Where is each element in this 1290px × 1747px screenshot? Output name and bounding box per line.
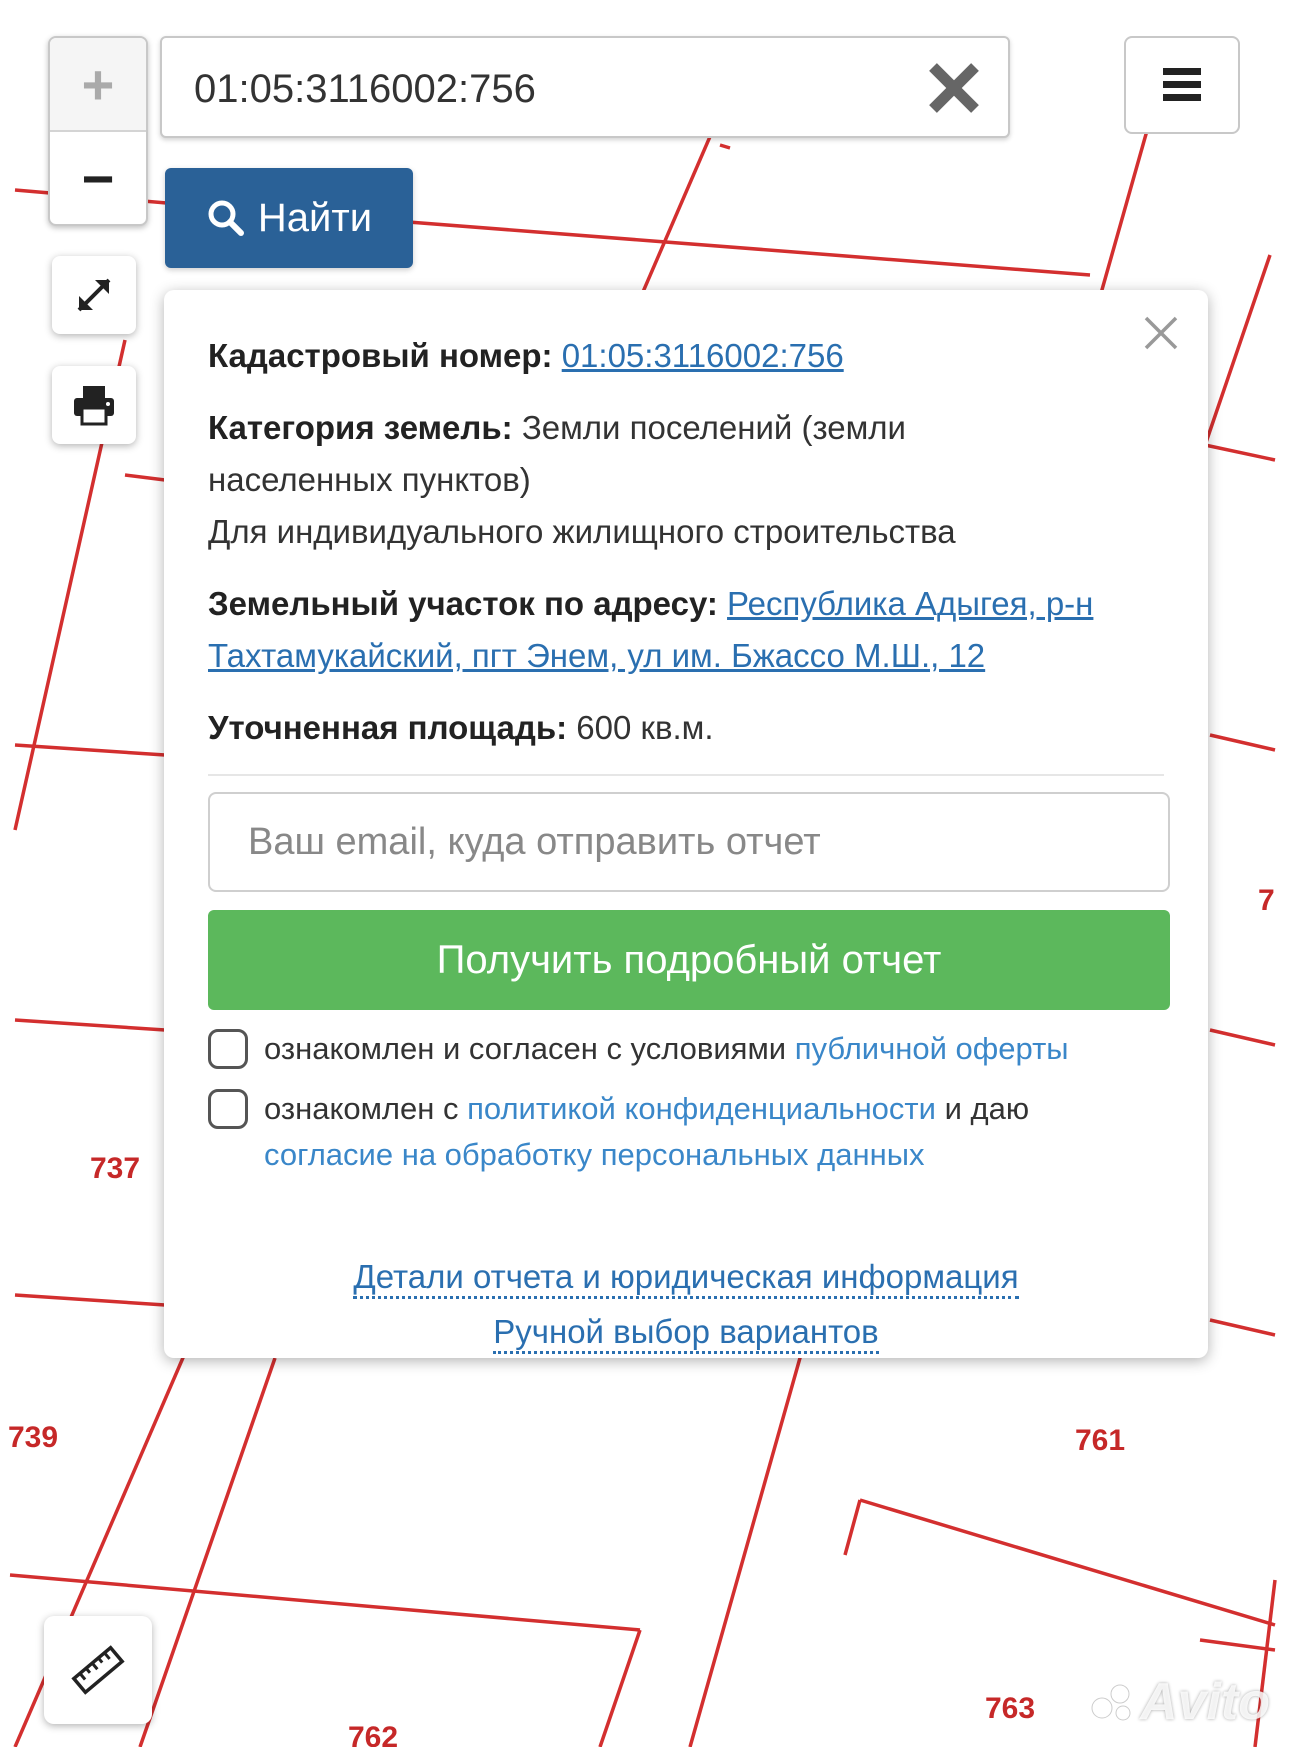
privacy-consent-checkbox[interactable] — [208, 1089, 248, 1129]
close-icon — [925, 59, 983, 117]
print-icon — [71, 382, 117, 428]
offer-consent-text: ознакомлен и согласен с условиями — [264, 1031, 787, 1066]
close-icon — [1143, 315, 1179, 351]
ruler-icon — [70, 1642, 126, 1698]
search-icon — [206, 198, 246, 238]
fullscreen-button[interactable] — [52, 256, 136, 334]
avito-watermark-text: Avito — [1140, 1673, 1270, 1731]
parcel-label: 761 — [1075, 1424, 1126, 1457]
popup-close-button[interactable] — [1136, 308, 1186, 358]
menu-button[interactable] — [1124, 36, 1240, 134]
parcel-label: 737 — [90, 1152, 141, 1185]
bottom-links — [208, 1258, 1164, 1368]
privacy-consent-mid: и даю — [944, 1091, 1030, 1126]
avito-logo-icon — [1090, 1682, 1134, 1722]
area-value: 600 кв.м. — [576, 709, 714, 746]
zoom-control — [48, 36, 148, 226]
parcel-info-popup — [164, 290, 1208, 1358]
cadastral-search-box — [160, 36, 1010, 138]
land-category-row — [208, 402, 1164, 558]
measure-button[interactable] — [44, 1616, 152, 1724]
address-row — [208, 578, 1164, 682]
report-details-link[interactable]: Детали отчета и юридическая информация — [353, 1258, 1018, 1299]
privacy-policy-link[interactable]: политикой конфиденциальности — [467, 1091, 936, 1126]
parcel-label: 739 — [8, 1421, 59, 1454]
address-link[interactable]: Республика Адыгея, р-н Тахтамукайский, пгт Энем, ул им. Бжассо М.Ш., 12 — [208, 585, 1094, 674]
privacy-consent-row — [208, 1086, 1164, 1178]
email-field[interactable] — [208, 792, 1170, 892]
zoom-out-button[interactable]: − — [81, 146, 115, 210]
area-label: Уточненная площадь: — [208, 709, 568, 746]
land-category-label: Категория земель: — [208, 409, 513, 446]
personal-data-consent-link[interactable]: согласие на обработку персональных данных — [264, 1137, 925, 1172]
fullscreen-icon — [69, 270, 119, 320]
public-offer-link[interactable]: публичной оферты — [794, 1031, 1069, 1066]
parcel-label: 762 — [348, 1721, 399, 1747]
parcel-label: 7 — [1258, 884, 1275, 917]
offer-consent-checkbox[interactable] — [208, 1029, 248, 1069]
cadastral-number-link[interactable]: 01:05:3116002:756 — [561, 337, 844, 374]
address-label: Земельный участок по адресу: — [208, 585, 718, 622]
manual-selection-link[interactable]: Ручной выбор вариантов — [493, 1313, 878, 1354]
privacy-consent-text: ознакомлен с — [264, 1091, 459, 1126]
find-button[interactable] — [165, 168, 413, 268]
offer-consent-row — [208, 1026, 1164, 1072]
cadastral-number-label: Кадастровый номер: — [208, 337, 553, 374]
cadastral-number-row — [208, 330, 1164, 382]
clear-search-button[interactable] — [918, 52, 990, 124]
get-report-button[interactable]: Получить подробный отчет — [208, 910, 1170, 1010]
land-usage-value: Для индивидуального жилищного строительства — [208, 513, 956, 550]
area-row — [208, 702, 1164, 754]
land-category-value: Земли поселений (земли населенных пунктов) — [208, 409, 906, 498]
find-button-label: Найти — [257, 195, 373, 240]
print-button[interactable] — [52, 366, 136, 444]
avito-watermark — [1090, 1672, 1270, 1732]
cadastral-search-input[interactable] — [192, 60, 896, 118]
zoom-in-button[interactable]: + — [50, 38, 146, 132]
divider — [208, 774, 1164, 776]
parcel-label: 763 — [985, 1692, 1036, 1725]
menu-icon — [1163, 68, 1201, 102]
